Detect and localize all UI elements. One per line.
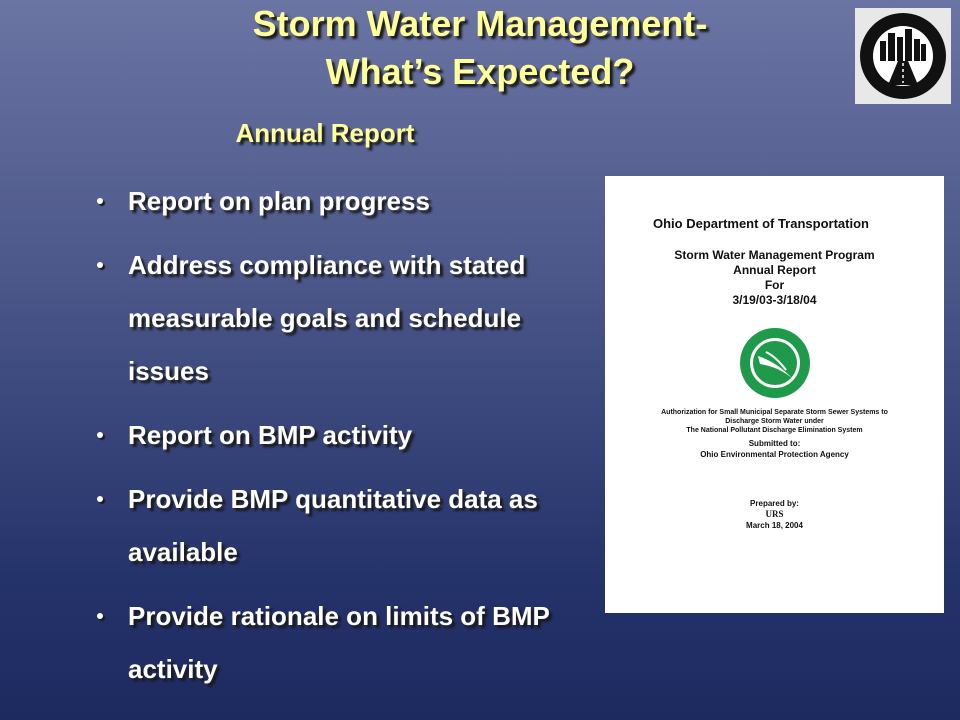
bullet-item	[97, 473, 602, 579]
odot-seal-icon	[738, 326, 812, 400]
bullet-dot-icon	[97, 262, 103, 268]
bullet-text: Provide BMP quantitative data as available	[128, 484, 538, 567]
title-line-1: Storm Water Management-	[252, 3, 708, 44]
bullet-text: Report on plan progress	[128, 186, 430, 216]
bullet-list	[97, 175, 602, 707]
doc-period: 3/19/03-3/18/04	[732, 293, 817, 307]
doc-program: Storm Water Management Program	[674, 248, 875, 262]
slide-title	[120, 0, 840, 96]
auth-line: Discharge Storm Water under	[725, 418, 824, 425]
doc-heading: Ohio Department of Transportation	[653, 216, 869, 231]
bullet-dot-icon	[97, 496, 103, 502]
submitted-to: Ohio Environmental Protection Agency	[700, 450, 849, 459]
doc-date: March 18, 2004	[746, 521, 803, 530]
doc-for: For	[764, 278, 785, 292]
bullet-item	[97, 590, 602, 696]
prepared-by: URS	[765, 509, 784, 519]
annual-report-cover-image	[605, 176, 944, 613]
slide-subtitle: Annual Report	[235, 118, 415, 148]
auth-line: The National Pollutant Discharge Elimination System	[686, 427, 863, 434]
doc-report: Annual Report	[733, 263, 816, 277]
doc-submitted	[605, 438, 944, 460]
bullet-dot-icon	[97, 432, 103, 438]
prepared-label: Prepared by:	[750, 499, 799, 508]
ltap-logo-graphic	[858, 11, 948, 101]
bullet-item	[97, 239, 602, 398]
bullet-text: Address compliance with stated measurable goals and schedule issues	[128, 250, 526, 386]
bullet-text: Provide rationale on limits of BMP activity	[128, 601, 550, 684]
doc-title-block	[605, 248, 944, 308]
bullet-item	[97, 409, 602, 462]
bullet-text: Report on BMP activity	[128, 420, 413, 450]
ohio-ltap-logo	[855, 8, 951, 104]
auth-line: Authorization for Small Municipal Separate Storm Sewer Systems to	[661, 409, 888, 416]
title-line-2: What’s Expected?	[325, 51, 635, 92]
doc-authorization	[605, 408, 944, 435]
bullet-dot-icon	[97, 198, 103, 204]
doc-prepared	[605, 498, 944, 531]
bullet-item	[97, 175, 602, 228]
submitted-label: Submitted to:	[748, 439, 801, 448]
bullet-dot-icon	[97, 613, 103, 619]
